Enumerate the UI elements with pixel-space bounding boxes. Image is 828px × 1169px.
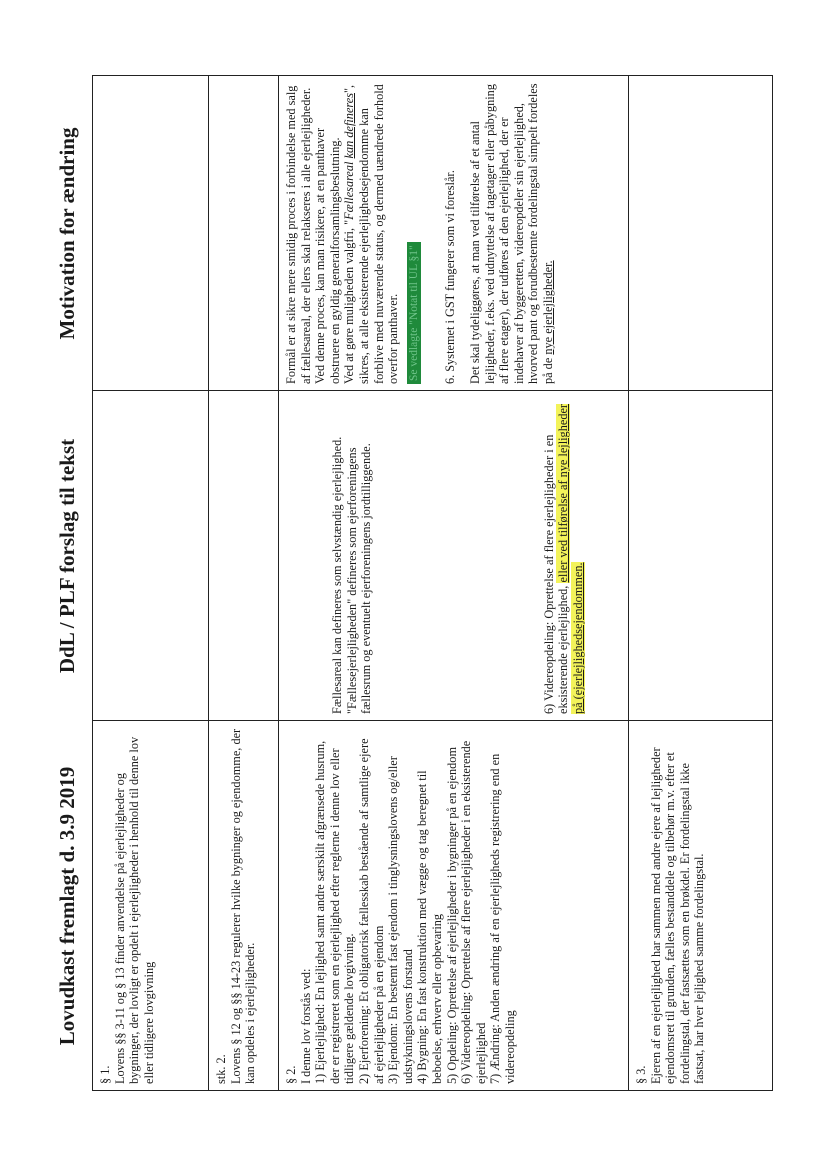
motivation-cell (629, 76, 773, 391)
section-heading: stk. 2. (214, 1054, 228, 1084)
motivation-optional (342, 82, 400, 384)
motivation-clarification-text: Det skal tydeliggøres, at man ved tilførelse af et antal lejligheder, f.eks. ved udnyttelse af tagetager eller påbygning af flere etager), der udføres af den ejerlejlighed, der er indehaver af byggeretten, videreopdeler sin ejerlejlighed, hvorved pant og forudbestemte fordelingstal simpelt fordeles på de (467, 83, 555, 384)
section-text: Ejeren af en ejerlejlighed har sammen med andre ejere af lejligheder ejendomsret til grunden, fælles bestanddele og tilbehør m.v. efter et fordelingstal, der fastsættes som en brøkdel. Er fordelingstal ikke fastsat, har hver lejlighed samme fordelingstal. (648, 747, 707, 1084)
table-row (629, 76, 773, 1091)
definition-item: 5) Opdeling: Oprettelse af ejerlejligheder i bygninger på en ejendom (444, 746, 459, 1084)
draft-law-cell (279, 721, 629, 1091)
motivation-clarification-underline: nye ejerlejligheder. (540, 260, 555, 355)
proposal-cell (93, 391, 209, 721)
proposal-subdivision-highlight: eller ved tilførelse af nye lejligheder på (ejerlejlighedsejendommen. (556, 403, 585, 714)
motivation-optional-rest: ", sikres, at alle eksisterende ejerlejlighedsejendomme kan forblive med nuværende status, og dermed uændrede forhold overfor panthaver. (342, 84, 401, 384)
table-row (209, 76, 279, 1091)
motivation-italic-text: Fællesareal (342, 158, 357, 220)
proposal-cell (279, 391, 629, 721)
section-heading: § 1. (98, 1065, 112, 1084)
definition-item: 2) Ejerforening: Et obligatorisk fællesskab bestående af samtlige ejere af ejerlejligheder på en ejendom (356, 738, 386, 1084)
motivation-clarification (468, 82, 556, 384)
comparison-table (92, 75, 773, 1091)
motivation-purpose: Formål er at sikre mere smidig proces i forbindelse med salg af fællesareal, der ellers skal relakseres i alle ejerlejligheder. Ved denne proces, kan man risikere, at en panthaver obstruere en gyldig generalforsamlingsbeslutning. (284, 85, 342, 384)
proposal-subdivision: 6) Videreopdeling: Oprettelse af flere ejerlejligheder i en eksisterende ejerlejlighed, (541, 434, 571, 714)
table-row (279, 76, 629, 1091)
proposal-cell (209, 391, 279, 721)
motivation-gst-system: 6. Systemet i GST fungerer som vi foreslår. (443, 170, 458, 384)
definition-item: 7) Ændring: Anden ændring af en ejerlejligheds registrering end en videreopdeling (488, 753, 517, 1084)
draft-law-cell (629, 721, 773, 1091)
proposal-cell (629, 391, 773, 721)
proposal-common-area: Fællesareal kan defineres som selvstændig ejerlejlighed. "Fællesejerlejligheden" defineres som ejerforeningens fællesrum og eventuelt ejerforeningens jordtilliggende. (330, 436, 374, 714)
table-row (93, 76, 209, 1091)
draft-law-cell (93, 721, 209, 1091)
motivation-cell (209, 76, 279, 391)
definition-item: 4) Bygning: En fast konstruktion med vægge og tag beregnet til beboelse, erhverv eller opbevaring (415, 770, 444, 1084)
section-text: Lovens § 12 og §§ 14-23 regulerer hvilke bygninger og ejendomme, der kan opdeles i ejerlejligheder. (228, 728, 258, 1084)
section-heading: § 2. (284, 1065, 298, 1084)
section-intro: I denne lov forstås ved: (298, 968, 313, 1084)
motivation-cell (279, 76, 629, 391)
section-text: Lovens §§ 3-11 og § 13 finder anvendelse på ejerlejligheder og bygninger, der lovligt er opdelt i ejerlejligheder i henhold til denne lov eller tidligere lovgivning (112, 736, 156, 1084)
attached-note-reference: Se vedlagte "Notat til UL §1" (407, 242, 422, 384)
motivation-optional-text: Ved at gøre muligheden valgfri, " (342, 219, 357, 384)
column-header-draft-law: Lovudkast fremlagt d. 3.9 2019 (54, 766, 79, 1046)
section-heading: § 3. (634, 1065, 648, 1084)
motivation-cell (93, 76, 209, 391)
definition-item: 3) Ejendom: En bestemt fast ejendom i tinglysningslovens og/eller udstykningslovens forstand (386, 756, 415, 1084)
definition-item: 1) Ejerlejlighed: En lejlighed samt andre særskilt afgrænsede husrum, der er registreret som en ejerlejlighed efter reglerne i denne lov eller tidligere gældende lovgivning. (313, 740, 357, 1084)
definition-item: 6) Videreopdeling: Oprettelse af flere ejerlejligheder i en eksisterende ejerlejlighed (459, 740, 488, 1084)
motivation-underlined-text: kan defineres (342, 93, 357, 159)
column-header-proposal: DdL / PLF forslag til tekst (54, 438, 79, 674)
draft-law-cell (209, 721, 279, 1091)
column-header-motivation: Motivation for ændring (54, 127, 79, 340)
